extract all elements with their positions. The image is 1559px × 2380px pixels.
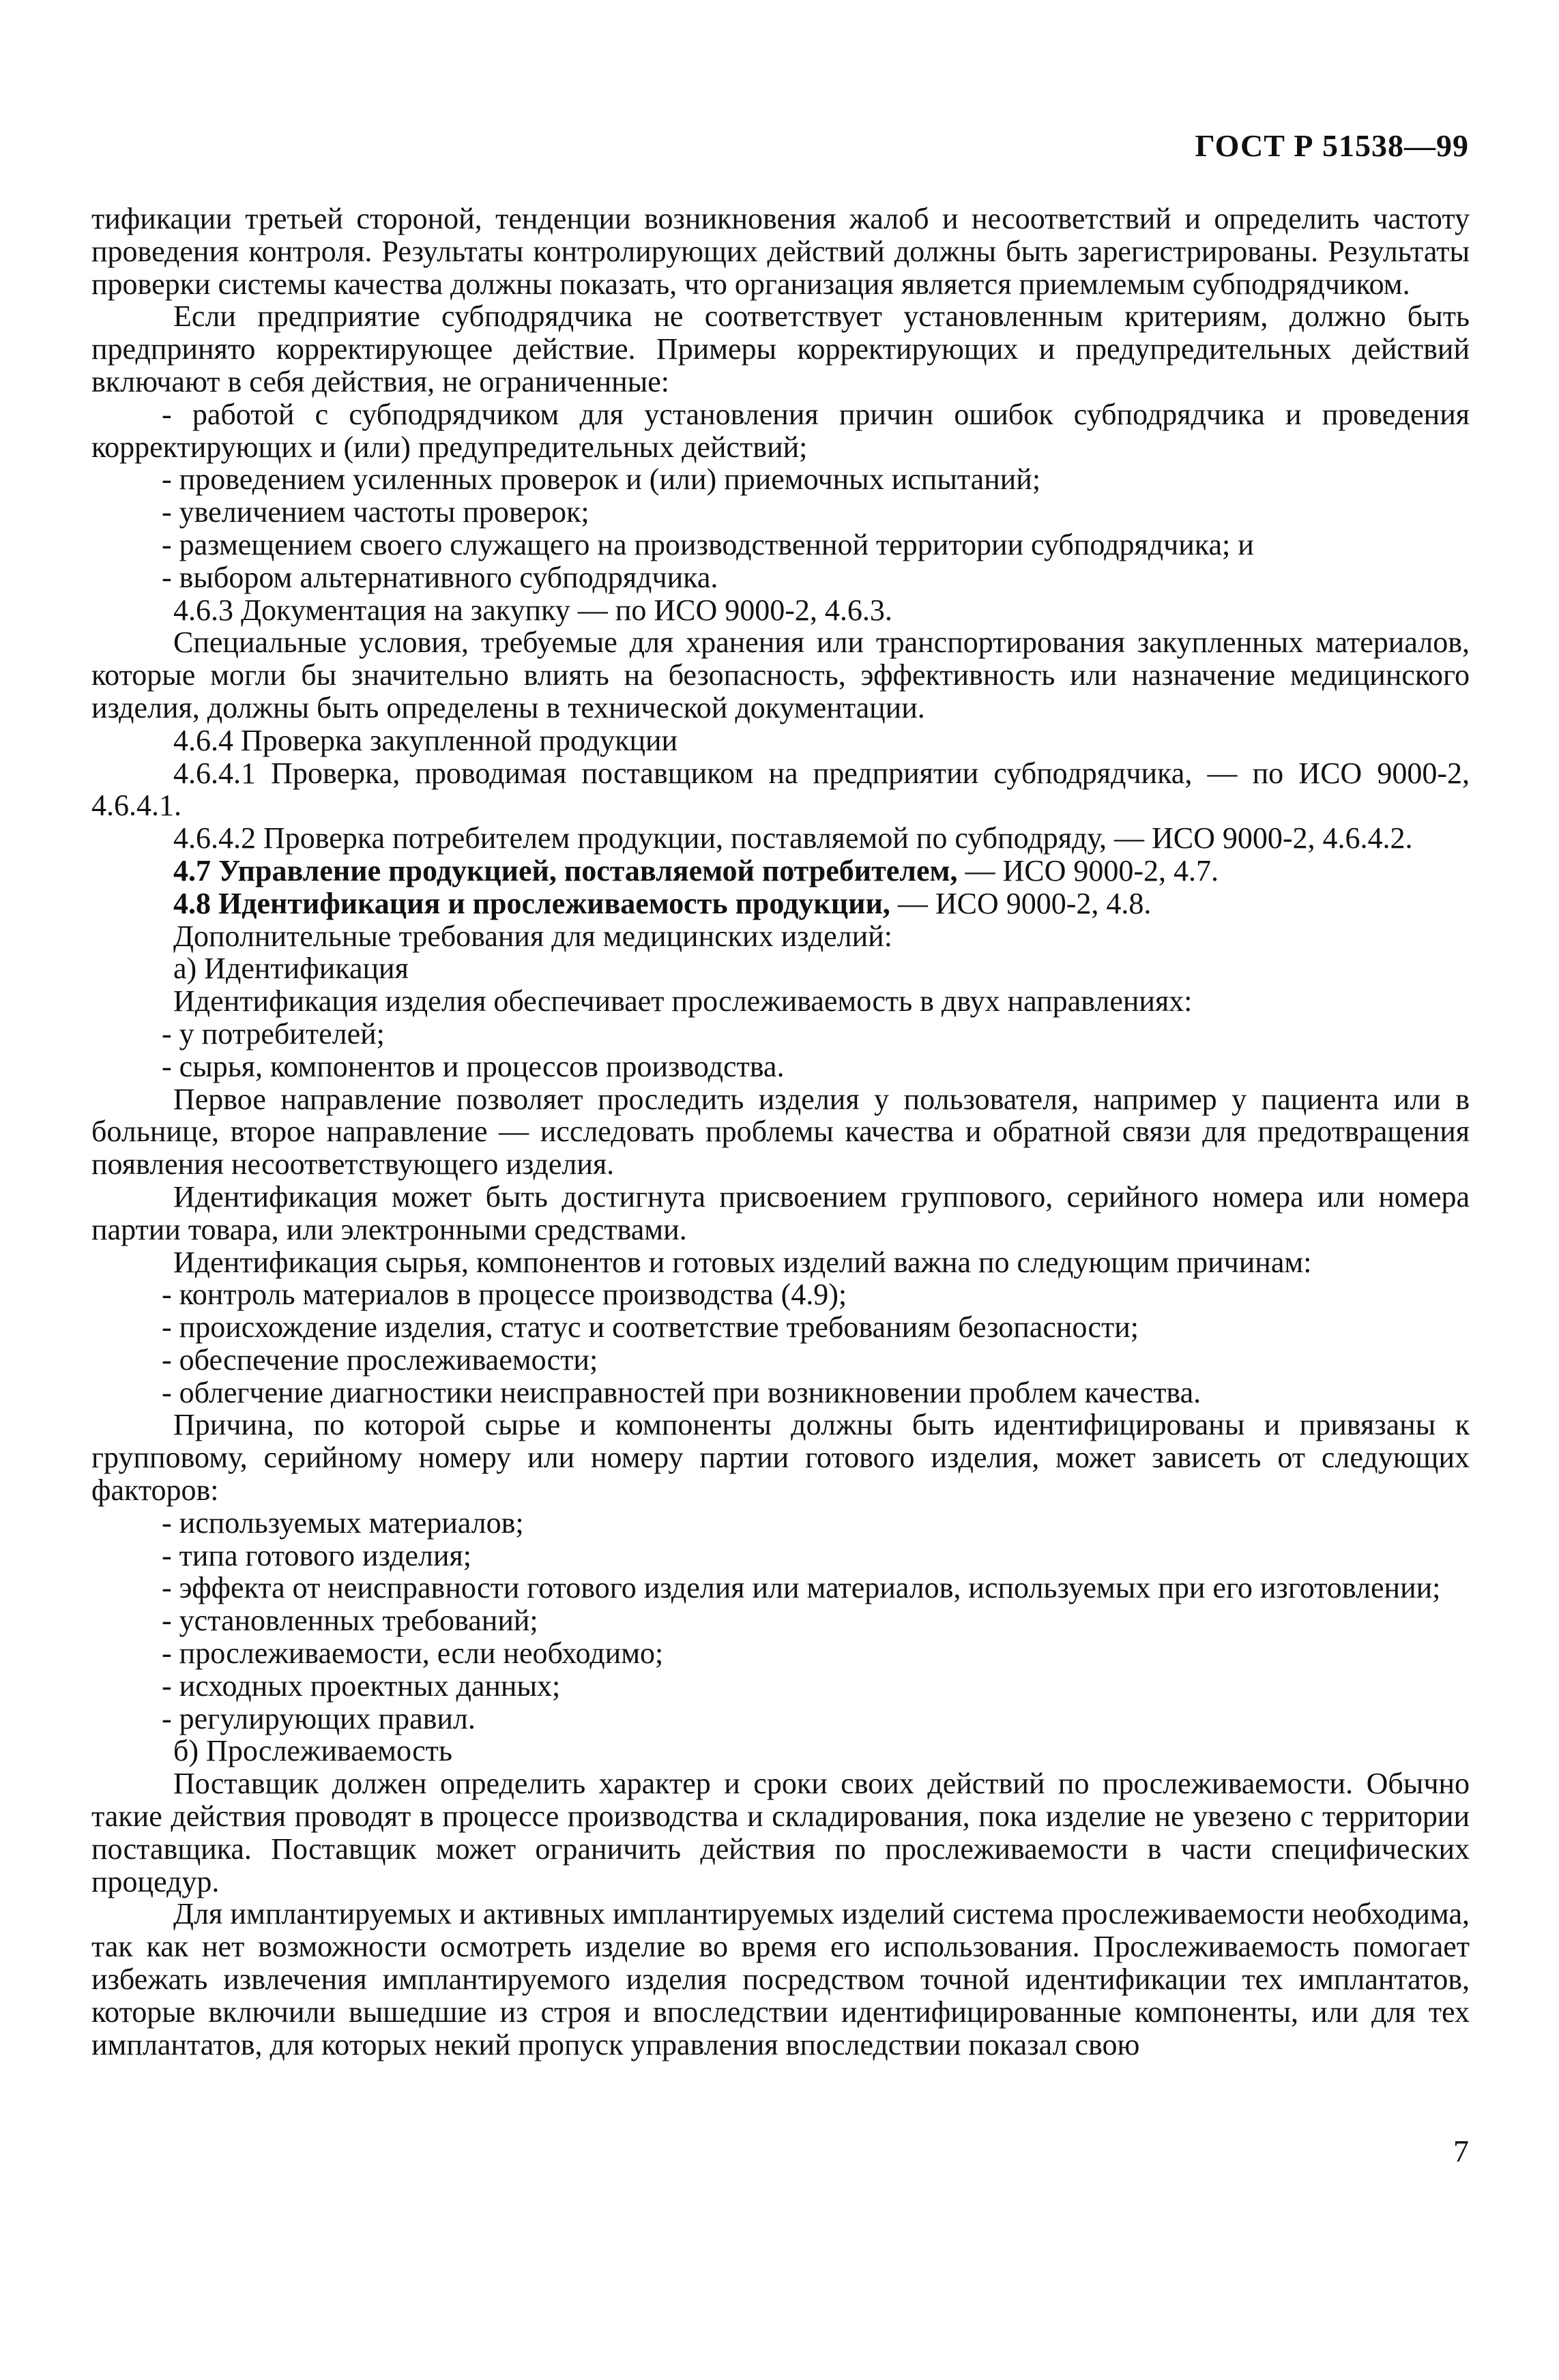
list-item: - проведением усиленных проверок и (или) приемочных испытаний; (162, 462, 1041, 497)
list-item: - используемых материалов; (162, 1505, 524, 1540)
list-item: - выбором альтернативного субподрядчика. (162, 560, 718, 594)
list-item: - контроль материалов в процессе производства (4.9); (162, 1278, 847, 1312)
paragraph: Идентификация сырья, компонентов и готовых изделий важна по следующим причинам: (173, 1245, 1312, 1279)
document-code-header: ГОСТ Р 51538—99 (1195, 128, 1469, 163)
section-title: 4.7 Управление продукцией, поставляемой потребителем, (173, 853, 958, 887)
paragraph: 4.6.4 Проверка закупленной продукции (173, 723, 678, 757)
paragraph: Первое направление позволяет проследить изделия у пользователя, например у пациента или в больнице, второе направление — исследовать проблемы качества и обратной связи для предотвращения появления несоответствующего изделия. (91, 1082, 1470, 1181)
section-title: 4.8 Идентификация и прослеживаемость продукции, (173, 886, 890, 920)
document-body (91, 203, 1470, 2061)
section-heading (91, 887, 1470, 920)
paragraph: Для имплантируемых и активных имплантируемых изделий система прослеживаемости необходима, так как нет возможности осмотреть изделие во время его использования. Прослеживаемость помогает избежать извлечения имплантируемого изделия посредством точной идентификации тех имплантатов, которые включили вышедшие из строя и впоследствии идентифицированные компоненты, или для тех имплантатов, для которых некий пропуск управления впоследствии показал свою (91, 1897, 1470, 2061)
section-reference: — ИСО 9000-2, 4.7. (957, 853, 1219, 887)
paragraph: Причина, по которой сырье и компоненты должны быть идентифицированы и привязаны к групповому, серийному номеру или номеру партии готового изделия, может зависеть от следующих факторов: (91, 1408, 1470, 1508)
paragraph: Если предприятие субподрядчика не соответствует установленным критериям, должно быть предпринято корректирующее действие. Примеры корректирующих и предупредительных действий включают в себя действия, не ограниченные: (91, 299, 1470, 398)
list-item: - размещением своего служащего на производственной территории субподрядчика; и (162, 527, 1254, 561)
list-item: - происхождение изделия, статус и соответствие требованиям безопасности; (162, 1310, 1139, 1345)
paragraph: Дополнительные требования для медицинских изделий: (173, 919, 892, 953)
paragraph: Поставщик должен определить характер и сроки своих действий по прослеживаемости. Обычно такие действия проводят в процессе производства и складирования, пока изделие не увезено с территории поставщика. Поставщик может ограничить действия по прослеживаемости в части специфических процедур. (91, 1767, 1470, 1898)
page-number: 7 (1453, 2134, 1469, 2169)
section-heading (91, 855, 1470, 887)
paragraph: а) Идентификация (173, 952, 409, 986)
list-item: - облегчение диагностики неисправностей при возникновении проблем качества. (162, 1375, 1201, 1409)
paragraph: Специальные условия, требуемые для хранения или транспортирования закупленных материалов, которые могли бы значительно влиять на безопасность, эффективность или назначение медицинского изделия, должны быть определены в технической документации. (91, 626, 1470, 724)
paragraph: Идентификация изделия обеспечивает прослеживаемость в двух направлениях: (173, 984, 1193, 1018)
section-reference: — ИСО 9000-2, 4.8. (890, 886, 1152, 920)
paragraph: 4.6.3 Документация на закупку — по ИСО 9000-2, 4.6.3. (173, 593, 892, 627)
paragraph: б) Прослеживаемость (173, 1734, 452, 1768)
list-item: - прослеживаемости, если необходимо; (162, 1636, 664, 1671)
list-item: - регулирующих правил. (162, 1701, 476, 1735)
paragraph: Идентификация может быть достигнута присвоением группового, серийного номера или номера партии товара, или электронными средствами. (91, 1179, 1470, 1246)
paragraph: 4.6.4.2 Проверка потребителем продукции, поставляемой по субподряду, — ИСО 9000-2, 4.6.4.2. (173, 821, 1413, 855)
list-item: - сырья, компонентов и процессов производства. (162, 1049, 785, 1083)
list-item: - типа готового изделия; (162, 1538, 471, 1572)
list-item: - эффекта от неисправности готового изделия или материалов, используемых при его изготовлении; (162, 1571, 1441, 1605)
list-item: - установленных требований; (162, 1604, 538, 1638)
paragraph: тификации третьей стороной, тенденции возникновения жалоб и несоответствий и определить частоту проведения контроля. Результаты контролирующих действий должны быть зарегистрированы. Результаты проверки системы качества должны показать, что организация является приемлемым субподрядчиком. (91, 202, 1470, 301)
paragraph: 4.6.4.1 Проверка, проводимая поставщиком на предприятии субподрядчика, — по ИСО 9000-2, 4.6.4.1. (91, 756, 1470, 823)
list-item: - обеспечение прослеживаемости; (162, 1342, 598, 1377)
list-item: - работой с субподрядчиком для установления причин ошибок субподрядчика и проведения корректирующих и (или) предупредительных действий; (91, 397, 1470, 464)
list-item: - увеличением частоты проверок; (162, 495, 589, 529)
list-item: - исходных проектных данных; (162, 1669, 561, 1703)
list-item: - у потребителей; (162, 1016, 385, 1051)
